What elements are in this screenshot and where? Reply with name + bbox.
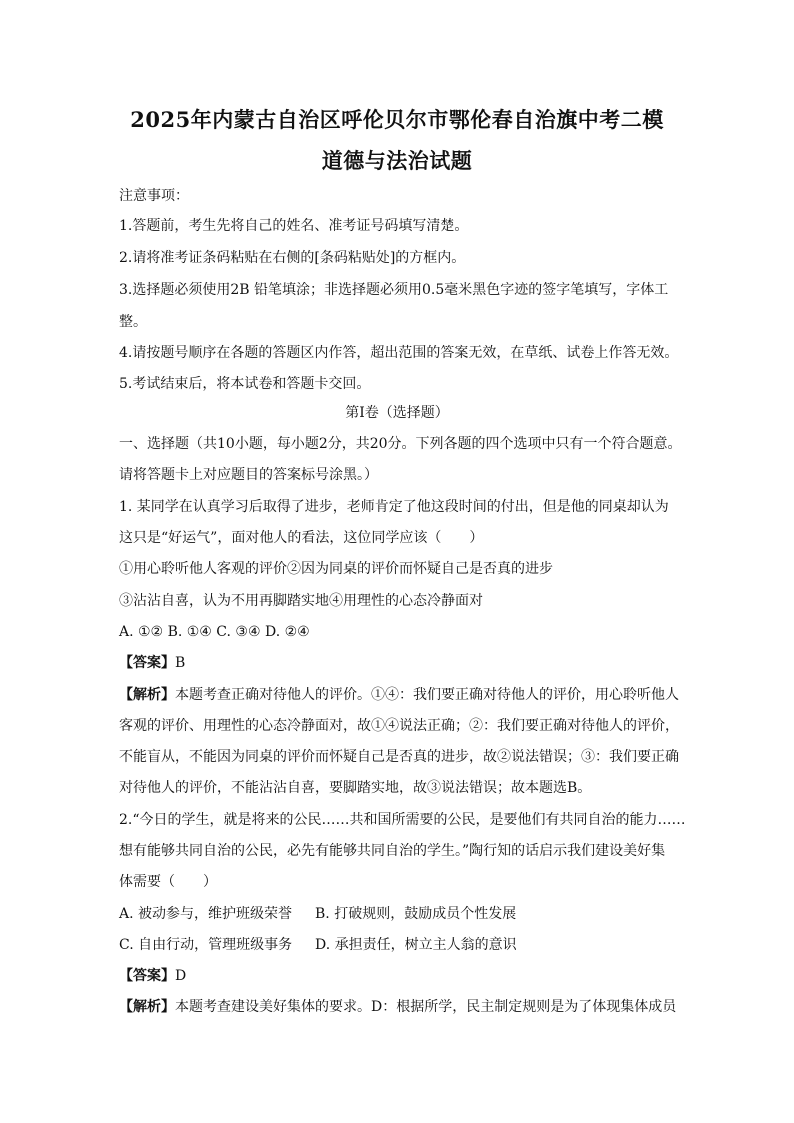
q1-analysis: 客观的评价、用理性的心态冷静面对，故①④说法正确；②：我们要正确对待他人的评价， [119, 718, 679, 734]
analysis-text: 本题考查建设美好集体的要求。D：根据所学，民主制定规则是为了体现集体成员 [175, 999, 677, 1015]
q2-answer [119, 966, 689, 986]
q2-analysis [119, 997, 689, 1017]
analysis-label: 【解析】 [119, 687, 175, 703]
q2-stem: 体需要（ ） [119, 874, 217, 890]
q2-options-row [119, 904, 689, 924]
exam-title: 2025年内蒙古自治区呼伦贝尔市鄂伦春自治旗中考二模 [130, 107, 664, 132]
q2-options-row [119, 935, 689, 955]
notice-item: 1.答题前，考生先将自己的姓名、准考证号码填写清楚。 [119, 218, 469, 234]
q2-option-b: B. 打破规则，鼓励成员个性发展 [315, 906, 517, 922]
q1-stem: 这只是“好运气”，面对他人的看法，这位同学应该（ ） [119, 530, 484, 546]
answer-value: D [175, 968, 187, 984]
notice-item: 4.请按题号顺序在各题的答题区内作答，超出范围的答案无效，在草纸、试卷上作答无效。 [119, 345, 679, 361]
section-intro: 请将答题卡上对应题目的答案标号涂黑。） [119, 467, 378, 483]
q2-stem: 想有能够共同自治的公民，必先有能够共同自治的学生。”陶行知的话启示我们建设美好集 [119, 843, 666, 859]
answer-value: B [175, 655, 186, 671]
q1-analysis: 不能盲从，不能因为同桌的评价而怀疑自己是否真的进步，故②说法错误；③：我们要正确 [119, 749, 679, 765]
analysis-label: 【解析】 [119, 999, 175, 1015]
answer-label: 【答案】 [119, 968, 175, 984]
q1-answer [119, 653, 689, 673]
exam-subject-title: 道德与法治试题 [321, 148, 473, 173]
q1-analysis: 对待他人的评价，不能沾沾自喜，要脚踏实地，故③说法错误；故本题选B。 [119, 780, 592, 796]
answer-label: 【答案】 [119, 655, 175, 671]
section-intro: 一、选择题（共10小题，每小题2分，共20分。下列各题的四个选项中只有一个符合题意。 [119, 436, 682, 452]
q1-options: A. ①② B. ①④ C. ③④ D. ②④ [119, 624, 310, 640]
analysis-text: 本题考查正确对待他人的评价。①④：我们要正确对待他人的评价，用心聆听他人 [175, 687, 679, 703]
notice-item: 3.选择题必须使用2B 铅笔填涂；非选择题必须用0.5毫米黑色字迹的签字笔填写，字体工 [119, 282, 669, 298]
q1-stem: 1. 某同学在认真学习后取得了进步，老师肯定了他这段时间的付出，但是他的同桌却认为 [119, 499, 669, 515]
notice-heading: 注意事项： [119, 188, 189, 204]
q1-statements: ③沾沾自喜，认为不用再脚踏实地④用理性的心态冷静面对 [119, 593, 483, 609]
section-title: 第Ⅰ卷（选择题） [345, 405, 449, 421]
q1-statements: ①用心聆听他人客观的评价②因为同桌的评价而怀疑自己是否真的进步 [119, 561, 553, 577]
notice-item: 整。 [119, 314, 147, 330]
notice-item: 2.请将准考证条码粘贴在右侧的[条码粘贴处]的方框内。 [119, 250, 466, 266]
q2-option-d: D. 承担责任，树立主人翁的意识 [315, 937, 517, 953]
q2-option-a: A. 被动参与，维护班级荣誉 [119, 906, 293, 922]
q2-option-c: C. 自由行动，管理班级事务 [119, 937, 293, 953]
q2-stem: 2.“今日的学生，就是将来的公民……共和国所需要的公民，是要他们有共同自治的能力…… [119, 812, 686, 828]
q1-analysis [119, 685, 689, 705]
notice-item: 5.考试结束后，将本试卷和答题卡交回。 [119, 376, 371, 392]
